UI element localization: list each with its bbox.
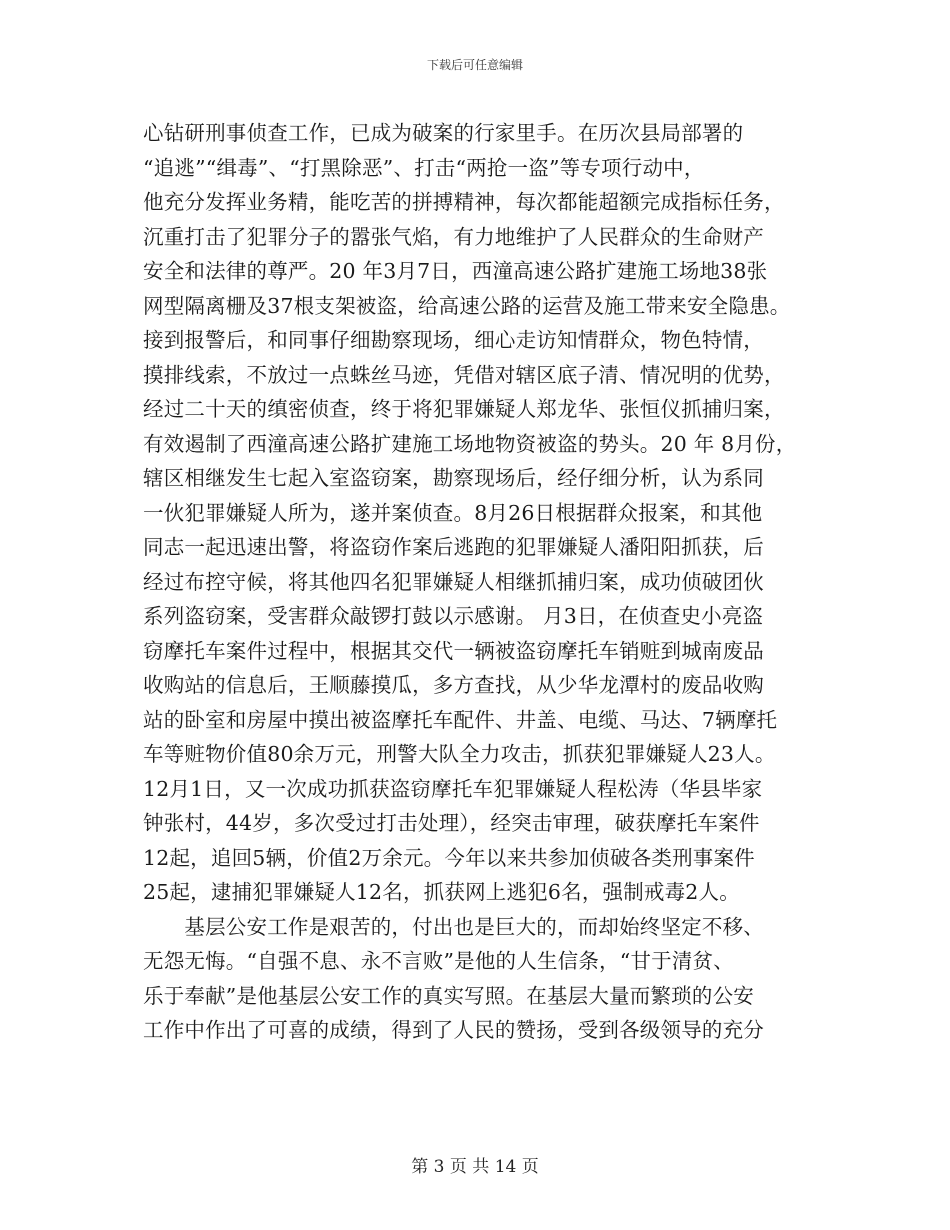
text-line: 收购站的信息后，王顺藤摸瓜，多方查找，从少华龙潭村的废品收购 [143, 673, 764, 697]
text-line: 经过布控守候，将其他四名犯罪嫌疑人相继抓捕归案，成功侦破团伙 [143, 569, 764, 594]
text-line: 同志一起迅速出警，将盗窃作案后逃跑的犯罪嫌疑人潘阳阳抓获，后 [143, 535, 764, 559]
text-line: 心钻研刑事侦查工作，已成为破案的行家里手。在历次县局部署的 [143, 121, 744, 145]
text-line: 安全和法律的尊严。20 年3月7日，西潼高速公路扩建施工场地38张 [143, 259, 768, 283]
text-line: 25起，逮捕犯罪嫌疑人12名，抓获网上逃犯6名，强制戒毒2人。 [143, 880, 740, 904]
text-line: 经过二十天的缜密侦查，终于将犯罪嫌疑人郑龙华、张恒仪抓捕归案， [143, 397, 785, 421]
text-line: 12月1日，又一次成功抓获盗窃摩托车犯罪嫌疑人程松涛（华县毕家 [143, 776, 763, 801]
document-body [143, 116, 823, 1048]
text-line: 沉重打击了犯罪分子的嚣张气焰，有力地维护了人民群众的生命财产 [143, 224, 764, 249]
text-line: 无怨无悔。“自强不息、永不言败”是他的人生信条，“甘于清贫、 [143, 949, 734, 973]
text-line: 接到报警后，和同事仔细勘察现场，细心走访知情群众，物色特情， [143, 328, 764, 352]
page-number-footer: 第 3 页 共 14 页 [411, 1157, 539, 1177]
text-line: 基层公安工作是艰苦的，付出也是巨大的，而却始终坚定不移、 [143, 914, 764, 939]
page-header-note: 下载后可任意编辑 [426, 58, 523, 72]
text-line: 一伙犯罪嫌疑人所为，遂并案侦查。8月26日根据群众报案，和其他 [143, 500, 763, 525]
text-line: 有效遏制了西潼高速公路扩建施工场地物资被盗的势头。20 年 8月份， [143, 431, 797, 456]
text-line: 钟张村，44岁，多次受过打击处理），经突击审理，破获摩托车案件 [143, 811, 760, 835]
text-line: “追逃”“缉毒”、“打黑除恶”、打击“两抢一盗”等专项行动中， [143, 155, 705, 180]
text-line: 站的卧室和房屋中摸出被盗摩托车配件、井盖、电缆、马达、7辆摩托 [143, 707, 778, 732]
text-line: 窃摩托车案件过程中，根据其交代一辆被盗窃摩托车销赃到城南废品 [143, 638, 764, 663]
text-line: 摸排线索，不放过一点蛛丝马迹，凭借对辖区底子清、情况明的优势， [143, 362, 785, 387]
text-line: 他充分发挥业务精，能吃苦的拼搏精神，每次都能超额完成指标任务， [143, 190, 785, 214]
text-line: 乐于奉献”是他基层公安工作的真实写照。在基层大量而繁琐的公安 [143, 983, 754, 1008]
text-line: 车等赃物价值80余万元，刑警大队全力攻击，抓获犯罪嫌疑人23人。 [143, 742, 776, 766]
text-line: 12起，追回5辆，价值2万余元。今年以来共参加侦破各类刑事案件 [143, 845, 755, 870]
text-line: 工作中作出了可喜的成绩，得到了人民的赞扬，受到各级领导的充分 [143, 1018, 764, 1042]
text-line: 系列盗窃案，受害群众敲锣打鼓以示感谢。 月3日，在侦查史小亮盗 [143, 604, 764, 628]
text-line: 网型隔离栅及37根支架被盗，给高速公路的运营及施工带来安全隐患。 [143, 293, 791, 318]
text-line: 辖区相继发生七起入室盗窃案，勘察现场后，经仔细分析，认为系同 [143, 466, 764, 490]
